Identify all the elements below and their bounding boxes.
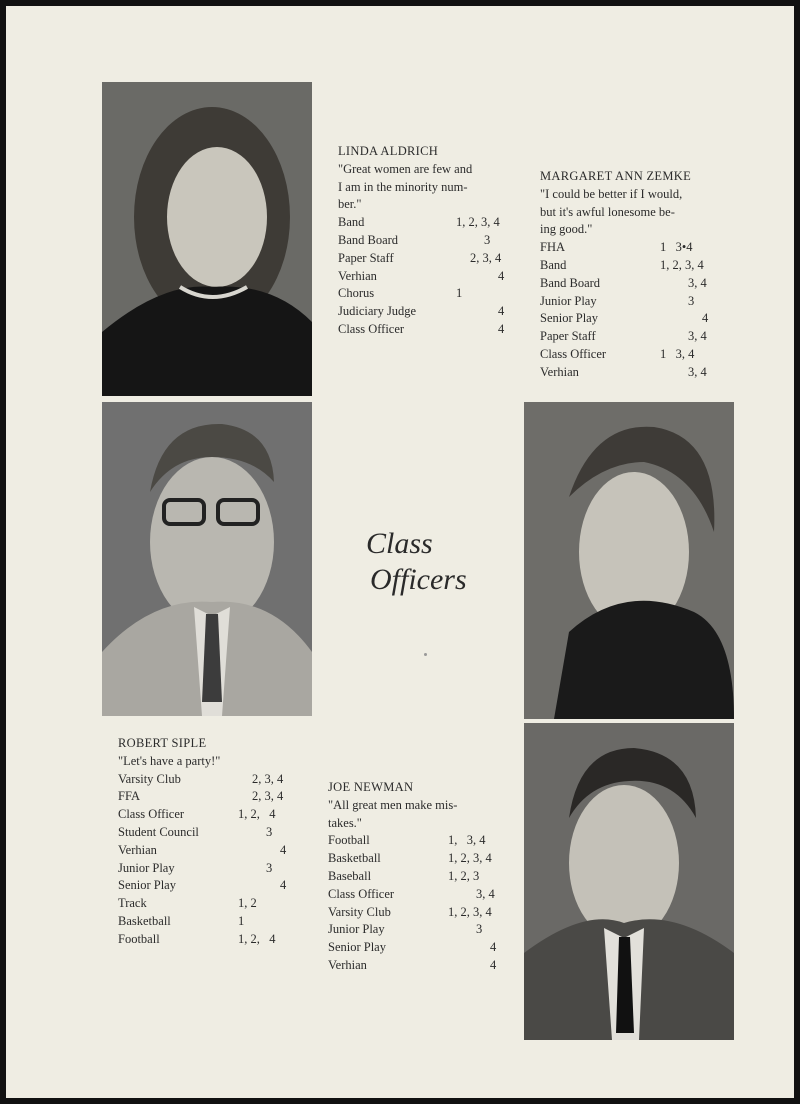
activity-row (338, 268, 513, 286)
activity-years: 4 (498, 304, 505, 319)
activity-years: 3 (688, 293, 695, 308)
page-title-line2: Officers (370, 563, 467, 596)
activity-years: 4 (490, 957, 497, 972)
activity-label: Varsity Club (118, 771, 181, 786)
activity-years: 2, 3, 4 (470, 250, 502, 265)
portrait-robert-siple (102, 402, 312, 716)
activity-row (338, 214, 513, 232)
person-quote: "All great men make mis- takes." (328, 797, 458, 830)
entry-joe-newman (328, 779, 508, 975)
activity-label: Chorus (338, 286, 375, 301)
activity-years: 3, 4 (688, 275, 707, 290)
activity-row (328, 939, 508, 957)
entry-robert-siple (118, 735, 298, 949)
activity-row (328, 868, 508, 886)
yearbook-page (6, 6, 794, 1098)
activity-years: 1, 2, 3, 4 (448, 851, 492, 866)
activity-row (328, 850, 508, 868)
activity-row (118, 895, 298, 913)
activity-years: 3 (266, 824, 273, 839)
activity-row (118, 877, 298, 895)
activity-row (118, 771, 298, 789)
activity-label: Judiciary Judge (338, 304, 417, 319)
activity-row (328, 904, 508, 922)
activity-years: 1 3•4 (660, 240, 693, 255)
activity-years: 1, 2, 3, 4 (448, 904, 492, 919)
activity-years: 1, 2, 3, 4 (456, 215, 500, 230)
person-name: LINDA ALDRICH (338, 144, 439, 158)
activity-row (328, 886, 508, 904)
activity-row (118, 788, 298, 806)
activity-years: 3, 4 (688, 329, 707, 344)
activity-years: 3 (484, 232, 491, 247)
activity-row (118, 913, 298, 931)
portrait-joe-newman (524, 723, 734, 1040)
activity-row (118, 842, 298, 860)
activity-row (540, 310, 730, 328)
activity-row (540, 346, 730, 364)
activity-label: Junior Play (328, 922, 385, 937)
portrait-linda-aldrich (102, 82, 312, 396)
activity-label: Class Officer (328, 886, 395, 901)
activity-row (328, 832, 508, 850)
activity-years: 4 (498, 268, 505, 283)
activity-row (118, 860, 298, 878)
activity-label: Basketball (328, 851, 381, 866)
activity-row (540, 293, 730, 311)
activity-label: Class Officer (118, 807, 185, 822)
activity-row (118, 806, 298, 824)
activity-years: 1, 2, 4 (238, 931, 276, 946)
entry-margaret-ann-zemke (540, 168, 730, 382)
activity-label: Class Officer (338, 321, 405, 336)
activity-label: Senior Play (540, 311, 598, 326)
activity-years: 4 (490, 940, 497, 955)
activity-label: Senior Play (328, 940, 386, 955)
activity-label: Junior Play (118, 860, 175, 875)
activity-label: Verhian (540, 364, 579, 379)
activity-row (338, 250, 513, 268)
activity-label: Band (338, 215, 365, 230)
activity-row (118, 931, 298, 949)
activity-years: 1, 2, 3, 4 (660, 257, 704, 272)
activity-label: Paper Staff (540, 329, 596, 344)
activity-row (540, 239, 730, 257)
activity-label: Baseball (328, 868, 372, 883)
activity-label: Class Officer (540, 346, 607, 361)
activity-label: Track (118, 896, 147, 911)
person-quote: "Great women are few and I am in the minority num- ber." (338, 161, 473, 212)
page-title-line1: Class (366, 527, 433, 560)
activity-years: 3 (476, 922, 483, 937)
activity-row (540, 257, 730, 275)
activity-row (338, 321, 513, 339)
activity-years: 1 (456, 286, 463, 301)
activity-label: Band (540, 257, 567, 272)
activity-years: 3, 4 (476, 886, 495, 901)
activity-label: Varsity Club (328, 904, 391, 919)
activity-years: 3, 4 (688, 364, 707, 379)
decorative-dot (424, 653, 427, 656)
person-name: ROBERT SIPLE (118, 736, 207, 750)
activity-label: Senior Play (118, 878, 176, 893)
activity-row (540, 364, 730, 382)
activity-years: 1, 2, 3 (448, 868, 480, 883)
activity-years: 3 (266, 860, 273, 875)
activity-years: 2, 3, 4 (252, 789, 284, 804)
activity-years: 1 3, 4 (660, 346, 695, 361)
activity-label: Basketball (118, 913, 171, 928)
activity-years: 4 (702, 311, 709, 326)
activity-label: Verhian (118, 842, 157, 857)
activity-row (338, 303, 513, 321)
page-title (366, 526, 476, 598)
activity-years: 4 (280, 878, 287, 893)
activity-row (540, 275, 730, 293)
portrait-margaret-ann-zemke (524, 402, 734, 719)
activity-label: Football (118, 931, 160, 946)
activity-label: FFA (118, 789, 141, 804)
entry-linda-aldrich (338, 143, 513, 339)
activity-label: Student Council (118, 824, 199, 839)
activity-years: 1, 2 (238, 896, 257, 911)
activity-years: 1 (238, 913, 245, 928)
activity-label: Football (328, 833, 370, 848)
activity-label: Verhian (338, 268, 377, 283)
person-name: JOE NEWMAN (328, 780, 414, 794)
activity-row (118, 824, 298, 842)
activity-row (540, 328, 730, 346)
activity-row (338, 285, 513, 303)
activity-row (328, 957, 508, 975)
activity-years: 4 (280, 842, 287, 857)
activity-label: Verhian (328, 957, 367, 972)
activity-row (328, 921, 508, 939)
person-name: MARGARET ANN ZEMKE (540, 169, 692, 183)
activity-years: 2, 3, 4 (252, 771, 284, 786)
activity-years: 1, 2, 4 (238, 807, 276, 822)
person-quote: "I could be better if I would, but it's awful lonesome be- ing good." (540, 186, 683, 237)
activity-label: Paper Staff (338, 250, 394, 265)
activity-label: FHA (540, 240, 566, 255)
activity-label: Junior Play (540, 293, 597, 308)
activity-years: 1, 3, 4 (448, 833, 486, 848)
activity-years: 4 (498, 321, 505, 336)
activity-label: Band Board (540, 275, 601, 290)
person-quote: "Let's have a party!" (118, 753, 221, 768)
activity-label: Band Board (338, 232, 399, 247)
activity-row (338, 232, 513, 250)
